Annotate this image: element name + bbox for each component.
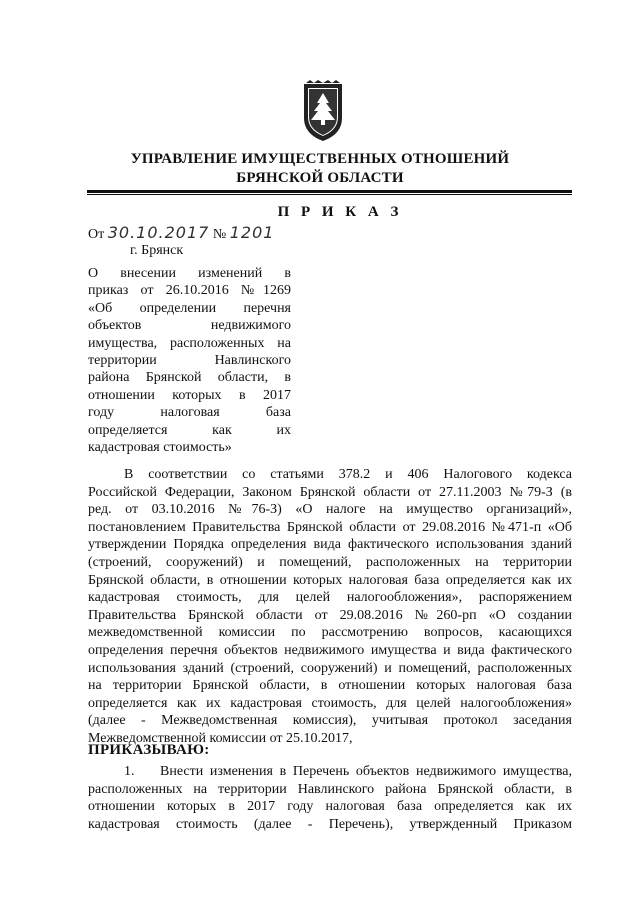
subject-line: определяется как их [88,422,291,438]
item-line [88,763,572,781]
subject-line: имущества, расположенных на [88,335,291,351]
body-line: Российской Федерации, Законом Брянской области от 27.11.2003 №79-З (в [88,484,572,500]
subject-line: «Об определении перечня [88,300,291,316]
subject-line: О внесении изменений в [88,266,291,281]
org-name-line2: БРЯНСКОЙ ОБЛАСТИ [236,170,404,186]
order-date-line [88,223,274,243]
subject-line: году налоговая база [88,405,291,421]
item-text: Внести изменения в Перечень объектов недвижимого имущества, [160,764,572,779]
body-line: Брянской области, в отношении которых налоговая база определяется как их [88,572,572,588]
city: г. Брянск [130,243,184,258]
body-line: постановлением Правительства Брянской области от 29.08.2016 №471-п «Об [88,519,572,535]
body-line: утверждении Порядка определения вида фактического использования зданий [88,537,572,553]
body-line: кадастровая стоимость, для целей налогообложения», распоряжением [88,590,572,606]
document-title: П Р И К А З [277,204,403,220]
body-line: определяется как их кадастровая стоимость, для целей налогообложения» [88,695,572,711]
subject-line: территории Навлинского [88,352,291,368]
date-prefix: От [88,227,105,242]
subject-line: кадастровая стоимость» [88,439,232,455]
org-name-line1: УПРАВЛЕНИЕ ИМУЩЕСТВЕННЫХ ОТНОШЕНИЙ [130,151,510,167]
body-line: определения перечня объектов недвижимого имущества и вида фактического [88,642,572,658]
item-line: отношении которых в 2017 году налоговая база определяется как их [88,799,572,815]
subject-line: объектов недвижимого [88,318,291,334]
header-divider-thin [87,194,572,195]
body-line: ред. от 03.10.2016 №76-З) «О налоге на имущество организаций», [88,502,572,518]
subject-line: отношении которых в 2017 [88,387,291,403]
body-line: Межведомственной комиссии от 25.10.2017, [88,730,353,746]
number-label: № [212,227,227,242]
body-line: Правительства Брянской области от 29.08.2016 №260-рп «О создании [88,607,572,623]
body-line: использования зданий (строений, сооружений) и помещений, расположенных [88,660,572,676]
subject-line: района Брянской области, в [88,370,291,386]
handwritten-number: 1201 [229,223,275,242]
handwritten-date: 30.10.2017 [107,223,210,242]
preamble-paragraph [88,466,572,748]
body-line: (далее - Межведомственная комиссия), учитывая протокол заседания [88,713,572,729]
body-line: (строений, сооружений) и помещений, расположенных на территории [88,554,572,570]
item-line: кадастровая стоимость (далее - Перечень), утвержденный Приказом [88,816,572,832]
order-item-1 [88,763,572,833]
coat-of-arms-emblem [298,80,348,144]
item-line: расположенных на территории Навлинского района Брянской области, в [88,781,572,797]
subject-line: приказ от 26.10.2016 №1269 [88,283,291,299]
body-line: межведомственной комиссии по рассмотрению вопросов, касающихся [88,625,572,641]
directive-heading: ПРИКАЗЫВАЮ: [88,742,210,758]
header-divider [87,190,572,193]
item-number: 1. [124,764,135,779]
body-line: В соответствии со статьями 378.2 и 406 Налогового кодекса [124,467,572,482]
body-line: на территории Брянской области, в отношении которых налоговая база [88,678,572,694]
order-subject [88,265,291,456]
